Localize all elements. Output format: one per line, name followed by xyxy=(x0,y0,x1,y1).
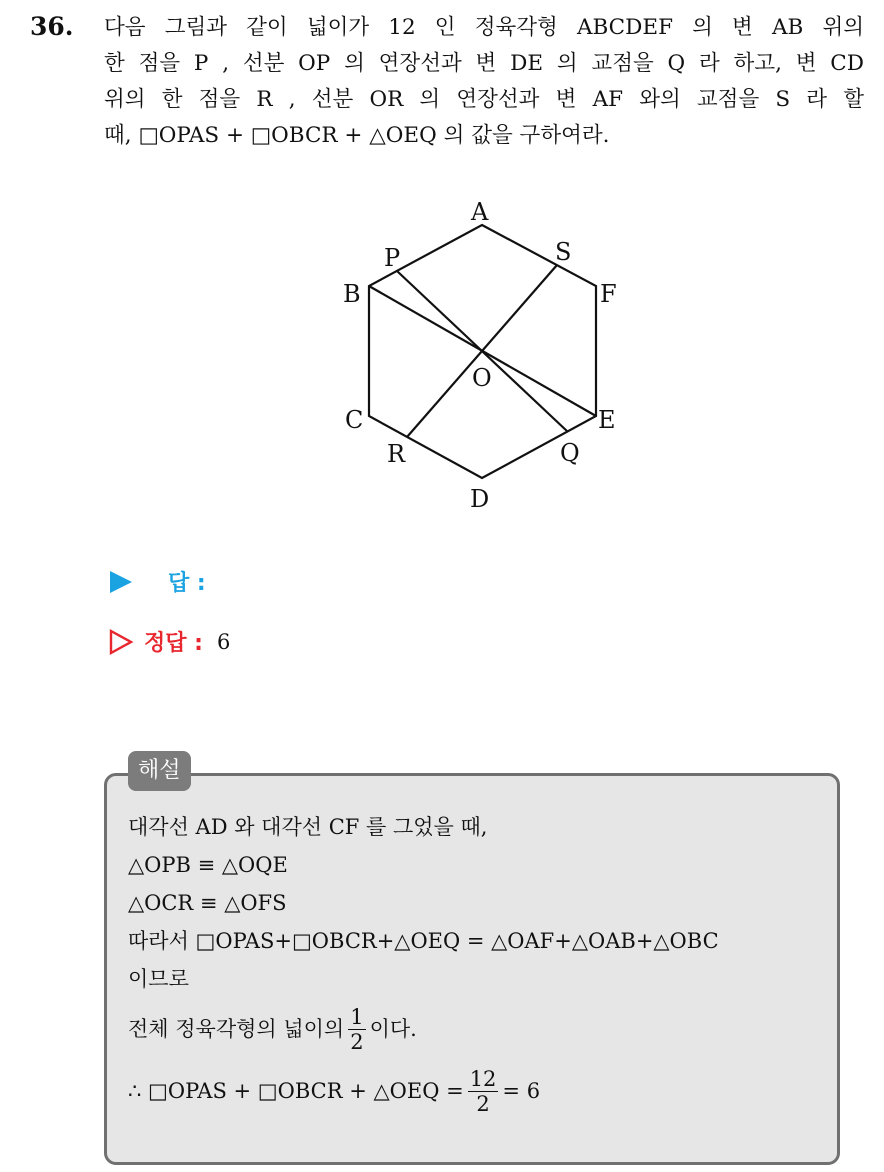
question-line: 때, □OPAS + □OBCR + △OEQ 의 값을 구하여라. xyxy=(104,123,610,148)
hexagon-figure xyxy=(330,190,650,524)
hexagon-diagram xyxy=(330,190,650,520)
label-Q: Q xyxy=(560,439,580,467)
solution-tag: 해설 xyxy=(128,751,191,791)
solution-line: △OCR ≡ △OFS xyxy=(128,891,287,915)
answer-label: 답 : xyxy=(168,571,206,596)
solution-line: 따라서 □OPAS+□OBCR+△OEQ = △OAF+△OAB+△OBC xyxy=(128,929,719,953)
label-B: B xyxy=(343,280,361,308)
solution-body xyxy=(128,808,828,1122)
solution-line: 대각선 AD 와 대각선 CF 를 그었을 때, xyxy=(128,815,488,839)
label-D: D xyxy=(470,485,490,513)
answer-key-label: 정답 : xyxy=(144,631,203,656)
label-P: P xyxy=(384,244,401,272)
diagonal-BE xyxy=(369,286,596,416)
question-line: 다음 그림과 같이 넓이가 12 인 정육각형 ABCDEF 의 변 AB 위의 xyxy=(104,15,864,40)
answer-row xyxy=(108,566,206,597)
solution-line-conclusion xyxy=(128,1060,828,1122)
question-line: 한 점을 P , 선분 OP 의 연장선과 변 DE 의 교점을 Q 라 하고, 변 CD xyxy=(104,51,864,76)
question-text xyxy=(104,10,864,154)
solution-line-fraction xyxy=(128,998,828,1060)
label-E: E xyxy=(598,406,616,434)
fraction-one-half xyxy=(348,1005,365,1054)
solution-line: △OPB ≡ △OQE xyxy=(128,853,288,877)
label-F: F xyxy=(600,280,617,308)
solution-text: = 6 xyxy=(502,1079,541,1103)
solution-line: 이므로 xyxy=(128,967,189,991)
solution-text: 전체 정육각형의 넓이의 xyxy=(128,1017,345,1041)
label-S: S xyxy=(555,238,572,266)
label-R: R xyxy=(387,440,406,468)
solution-text: 이다. xyxy=(369,1017,417,1041)
question-number: 36. xyxy=(30,12,74,41)
solution-text: ∴ □OPAS + □OBCR + △OEQ = xyxy=(128,1079,464,1103)
fraction-denominator: 2 xyxy=(476,1091,490,1116)
answer-key-row xyxy=(108,626,230,657)
label-O: O xyxy=(472,364,492,392)
fraction-numerator: 1 xyxy=(350,1004,364,1029)
outline-triangle-icon xyxy=(108,628,134,656)
question-line: 위의 한 점을 R , 선분 OR 의 연장선과 변 AF 와의 교점을 S 라 할 xyxy=(104,87,864,112)
answer-key-value: 6 xyxy=(216,629,231,654)
label-C: C xyxy=(345,406,364,434)
fraction-twelve-halves xyxy=(468,1067,499,1116)
fraction-denominator: 2 xyxy=(350,1029,364,1054)
fraction-numerator: 12 xyxy=(469,1066,497,1091)
label-A: A xyxy=(471,198,489,226)
play-triangle-icon xyxy=(108,569,134,595)
